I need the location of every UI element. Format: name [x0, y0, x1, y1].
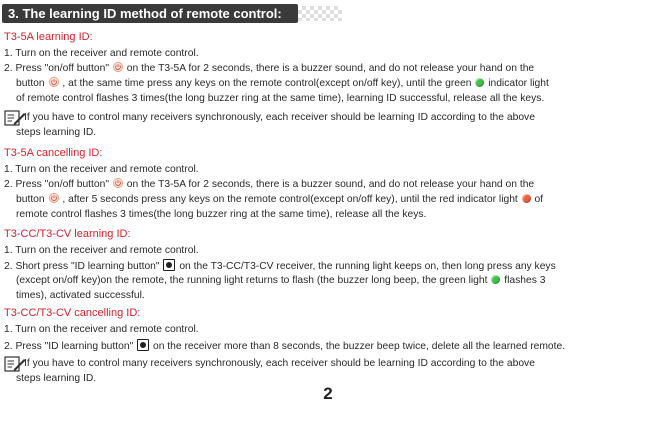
step-line: 1. Turn on the receiver and remote control. — [4, 164, 199, 175]
step-text: on the T3-CC/T3-CV receiver, the running light keeps on, then long press any keys — [179, 261, 556, 272]
subheading-t3cc-cancelling: T3-CC/T3-CV cancelling ID: — [4, 307, 141, 319]
step-line — [4, 62, 534, 75]
subheading-t35a-cancelling: T3-5A cancelling ID: — [4, 147, 103, 159]
step-text: flashes 3 — [504, 275, 546, 286]
power-button-icon — [49, 193, 59, 203]
step-line — [16, 193, 543, 206]
note-text: If you have to control many receivers synchronously, each receiver should be learning ID according to the above — [24, 112, 535, 123]
green-indicator-icon — [475, 78, 484, 87]
step-text: (except on/off key)on the remote, the running light returns to flash (the buzzer long beep, the green light — [16, 275, 488, 286]
step-text: 2. Short press "ID learning button" — [4, 261, 160, 272]
step-line — [4, 339, 565, 353]
step-line: remote control flashes 3 times(the long buzzer ring at the same time), release all the keys. — [16, 209, 427, 220]
step-text: indicator light — [488, 78, 549, 89]
power-button-icon — [113, 178, 123, 188]
note-text: If you have to control many receivers synchronously, each receiver should be learning ID according to the above — [24, 358, 535, 369]
power-button-icon — [49, 77, 59, 87]
green-indicator-icon — [491, 275, 500, 284]
red-indicator-icon — [522, 194, 531, 203]
step-text: on the T3-5A for 2 seconds, there is a buzzer sound, and do not release your hand on the — [126, 63, 535, 74]
step-text: of — [534, 194, 544, 205]
section-title: 3. The learning ID method of remote control: — [8, 6, 282, 21]
subheading-t3cc-learning: T3-CC/T3-CV learning ID: — [4, 228, 131, 240]
id-learning-button-icon — [163, 259, 175, 271]
step-text: 2. Press "ID learning button" — [4, 341, 134, 352]
step-line: 1. Turn on the receiver and remote control. — [4, 324, 199, 335]
step-line: 1. Turn on the receiver and remote control. — [4, 48, 199, 59]
note-text: steps learning ID. — [16, 127, 97, 138]
note-text: steps learning ID. — [16, 373, 97, 384]
id-learning-button-icon — [137, 339, 149, 351]
power-button-icon — [113, 62, 123, 72]
step-text: 2. Press "on/off button" — [4, 179, 110, 190]
decorative-dots — [298, 6, 342, 21]
step-line — [16, 77, 549, 90]
step-text: 2. Press "on/off button" — [4, 63, 110, 74]
step-text: on the receiver more than 8 seconds, the buzzer beep twice, delete all the learned remote. — [152, 341, 566, 352]
section-header — [2, 4, 342, 23]
step-text: button — [16, 194, 45, 205]
step-line — [4, 178, 534, 191]
step-line: 1. Turn on the receiver and remote control. — [4, 245, 199, 256]
step-line — [16, 274, 545, 287]
step-line: times), activated successful. — [16, 290, 145, 301]
page-number: 2 — [323, 384, 333, 403]
step-text: , after 5 seconds press any keys on the remote control(except on/off key), until the red indicator light — [62, 194, 518, 205]
step-line: of remote control flashes 3 times(the long buzzer ring at the same time), learning ID successful, release all the keys. — [16, 93, 545, 104]
subheading-t35a-learning: T3-5A learning ID: — [4, 31, 93, 43]
step-line — [4, 259, 556, 273]
section-header-bar — [2, 4, 298, 23]
step-text: , at the same time press any keys on the remote control(except on/off key), until the green — [62, 78, 472, 89]
step-text: on the T3-5A for 2 seconds, there is a buzzer sound, and do not release your hand on the — [126, 179, 535, 190]
step-text: button — [16, 78, 45, 89]
